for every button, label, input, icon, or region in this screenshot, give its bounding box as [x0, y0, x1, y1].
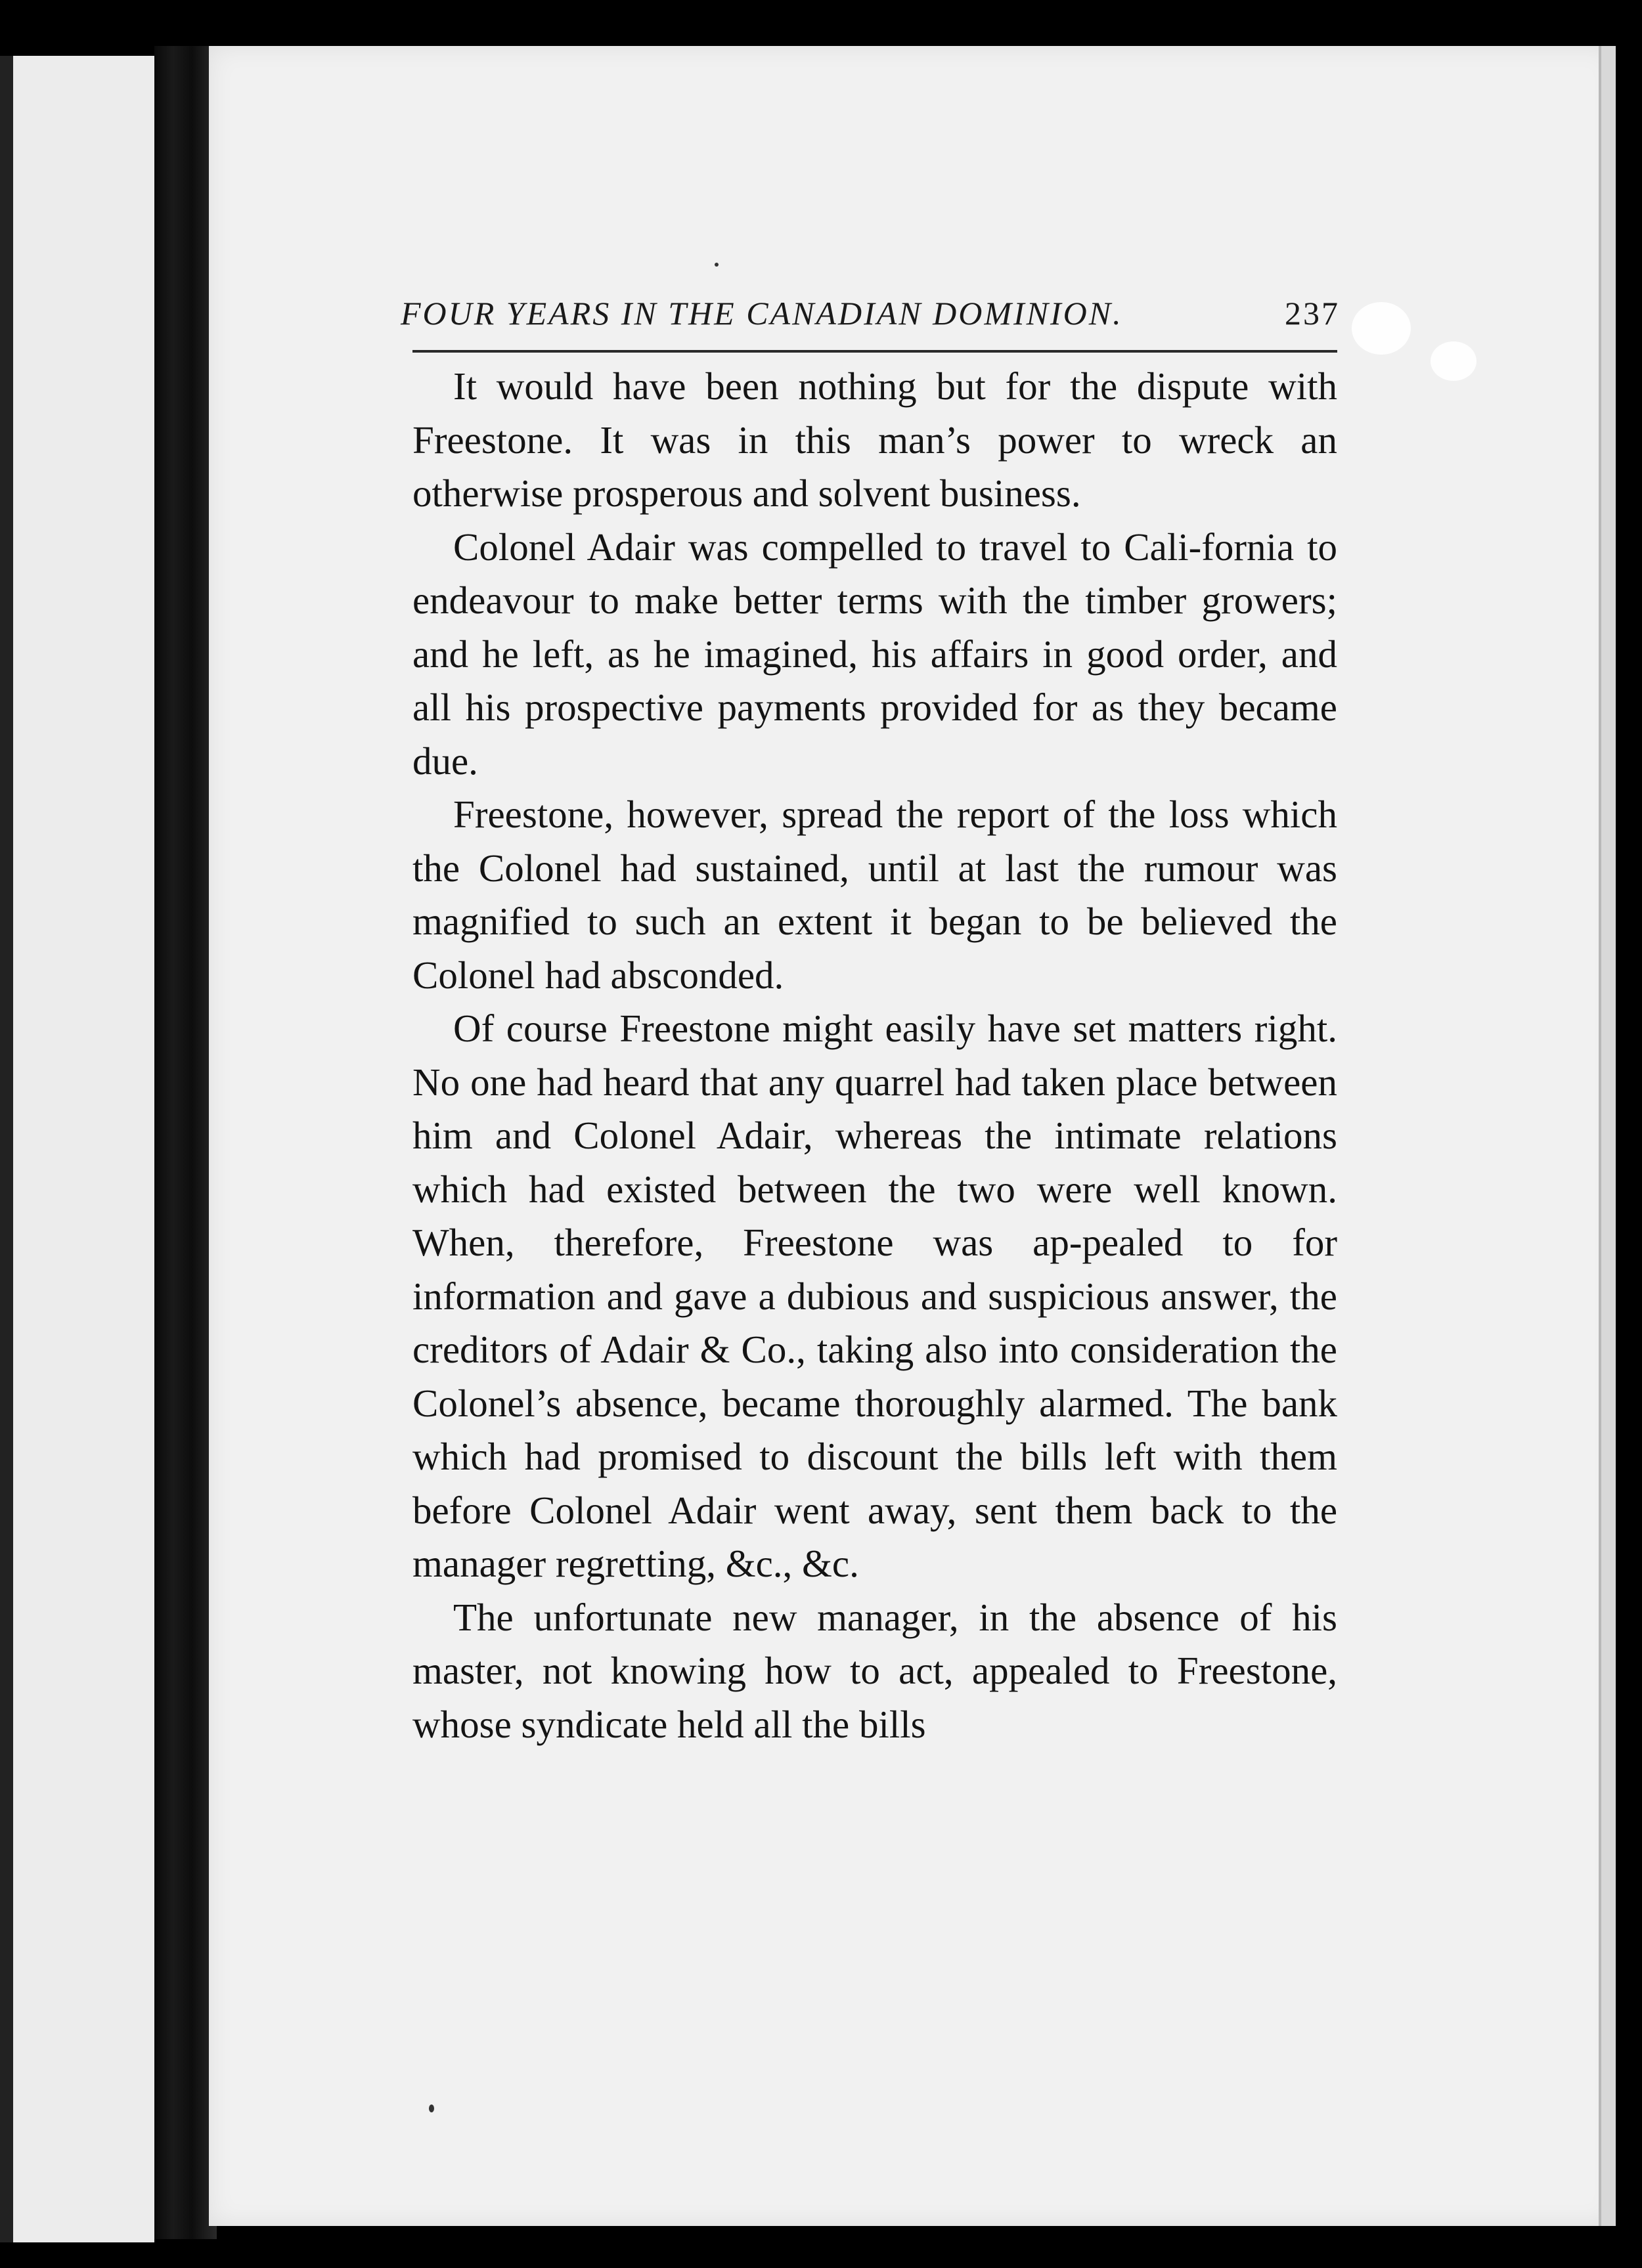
- header-rule: [412, 350, 1337, 353]
- paper-blemish: [1352, 302, 1411, 355]
- paper-speck: [429, 2104, 434, 2112]
- paragraph: The unfortunate new manager, in the absence of his master, not knowing how to act, appealed to Freestone, whose syndicate held all the bills: [412, 1595, 1337, 1746]
- running-head: [401, 294, 1340, 340]
- paragraph: Freestone, however, spread the report of the loss which the Colonel had sustained, until at last the rumour was magnified to such an extent it began to be believed the Colonel had absconded.: [412, 793, 1337, 997]
- paragraph: It would have been nothing but for the dispute with Freestone. It was in this man’s power to wreck an otherwise prosperous and solvent business.: [412, 364, 1337, 515]
- page-edge-shadow: [1599, 46, 1616, 2226]
- page-number: 237: [1285, 295, 1340, 332]
- paragraph: Colonel Adair was compelled to travel to Cali-fornia to endeavour to make better terms with the timber growers; and he left, as he imagined, his affairs in good order, and all his prospective payments provided for as they became due.: [412, 525, 1337, 783]
- paragraph: Of course Freestone might easily have set matters right. No one had heard that any quarrel had taken place between him and Colonel Adair, whereas the intimate relations which had existed between the two were well known. When, therefore, Freestone was ap-pealed to for information and gave a dubious and suspicious answer, the creditors of Adair & Co., taking also into consideration the Colonel’s absence, became thoroughly alarmed. The bank which had promised to discount the bills left with them before Colonel Adair went away, sent them back to the manager regretting, &c., &c.: [412, 1007, 1337, 1585]
- running-head-title: FOUR YEARS IN THE CANADIAN DOMINION.: [401, 295, 1123, 332]
- paper-blemish: [1431, 341, 1476, 381]
- body-text: [412, 360, 1337, 1751]
- paper-speck: [715, 263, 719, 267]
- facing-page-shadow: [0, 56, 13, 2242]
- book-gutter: [154, 46, 217, 2239]
- facing-page-edge: [0, 56, 154, 2242]
